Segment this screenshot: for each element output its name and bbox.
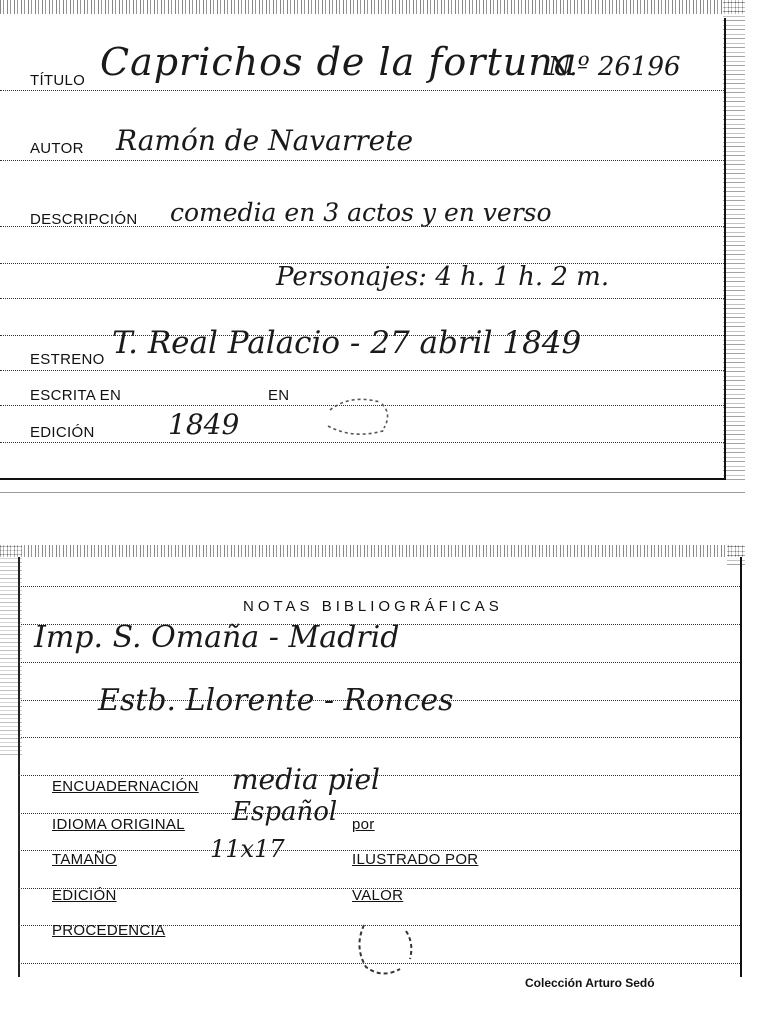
label-en: EN — [268, 387, 290, 404]
label-edicion: EDICIÓN — [30, 424, 95, 441]
card-border-bottom — [0, 478, 726, 480]
scan-noise-top — [0, 545, 745, 557]
value-idioma-original: Español — [232, 797, 338, 827]
section-title: NOTAS BIBLIOGRÁFICAS — [243, 598, 503, 615]
value-descripcion: comedia en 3 actos y en verso — [170, 198, 552, 227]
card-border-right — [740, 557, 742, 977]
catalog-card-bottom — [0, 545, 745, 990]
label-encuadernacion: ENCUADERNACIÓN — [52, 778, 199, 795]
card-border-right — [724, 18, 726, 480]
rule — [18, 737, 740, 738]
value-encuadernacion: media piel — [232, 763, 380, 796]
scan-noise-corner — [727, 545, 745, 565]
label-autor: AUTOR — [30, 140, 84, 157]
label-escrita-en: ESCRITA EN — [30, 387, 122, 404]
separator-line — [0, 492, 745, 493]
label-tamano: TAMAÑO — [52, 851, 117, 868]
value-personajes: Personajes: 4 h. 1 h. 2 m. — [276, 262, 610, 292]
value-tamano: 11x17 — [210, 835, 285, 863]
label-ilustrado-por: ILUSTRADO POR — [352, 851, 479, 868]
collection-footer: Colección Arturo Sedó — [525, 976, 655, 990]
label-edicion: EDICIÓN — [52, 887, 117, 904]
label-por: por — [352, 816, 375, 833]
rule — [18, 662, 740, 663]
rule — [0, 370, 724, 371]
value-autor: Ramón de Navarrete — [116, 124, 414, 157]
rule — [0, 90, 724, 91]
ink-blot — [350, 913, 420, 981]
label-valor: VALOR — [352, 887, 404, 904]
value-edicion: 1849 — [168, 408, 240, 441]
value-titulo: Caprichos de la fortuna — [100, 40, 578, 84]
catalog-card-top — [0, 0, 745, 488]
note-line-1: Imp. S. Omaña - Madrid — [34, 620, 400, 655]
rule — [0, 298, 724, 299]
label-estreno: ESTRENO — [30, 351, 105, 368]
rule — [0, 160, 724, 161]
ink-blot — [320, 390, 400, 446]
label-descripcion: DESCRIPCIÓN — [30, 211, 138, 228]
rule — [18, 813, 740, 814]
label-titulo: TÍTULO — [30, 72, 86, 89]
note-line-2: Estb. Llorente - Ronces — [98, 683, 454, 718]
card-border-left — [18, 557, 20, 977]
scan-noise-top — [0, 0, 745, 14]
value-numero: N.º 26196 — [548, 52, 681, 82]
rule — [18, 586, 740, 587]
value-estreno: T. Real Palacio - 27 abril 1849 — [112, 325, 582, 361]
label-procedencia: PROCEDENCIA — [52, 922, 166, 939]
scan-noise-right — [723, 0, 745, 480]
label-idioma-original: IDIOMA ORIGINAL — [52, 816, 185, 833]
